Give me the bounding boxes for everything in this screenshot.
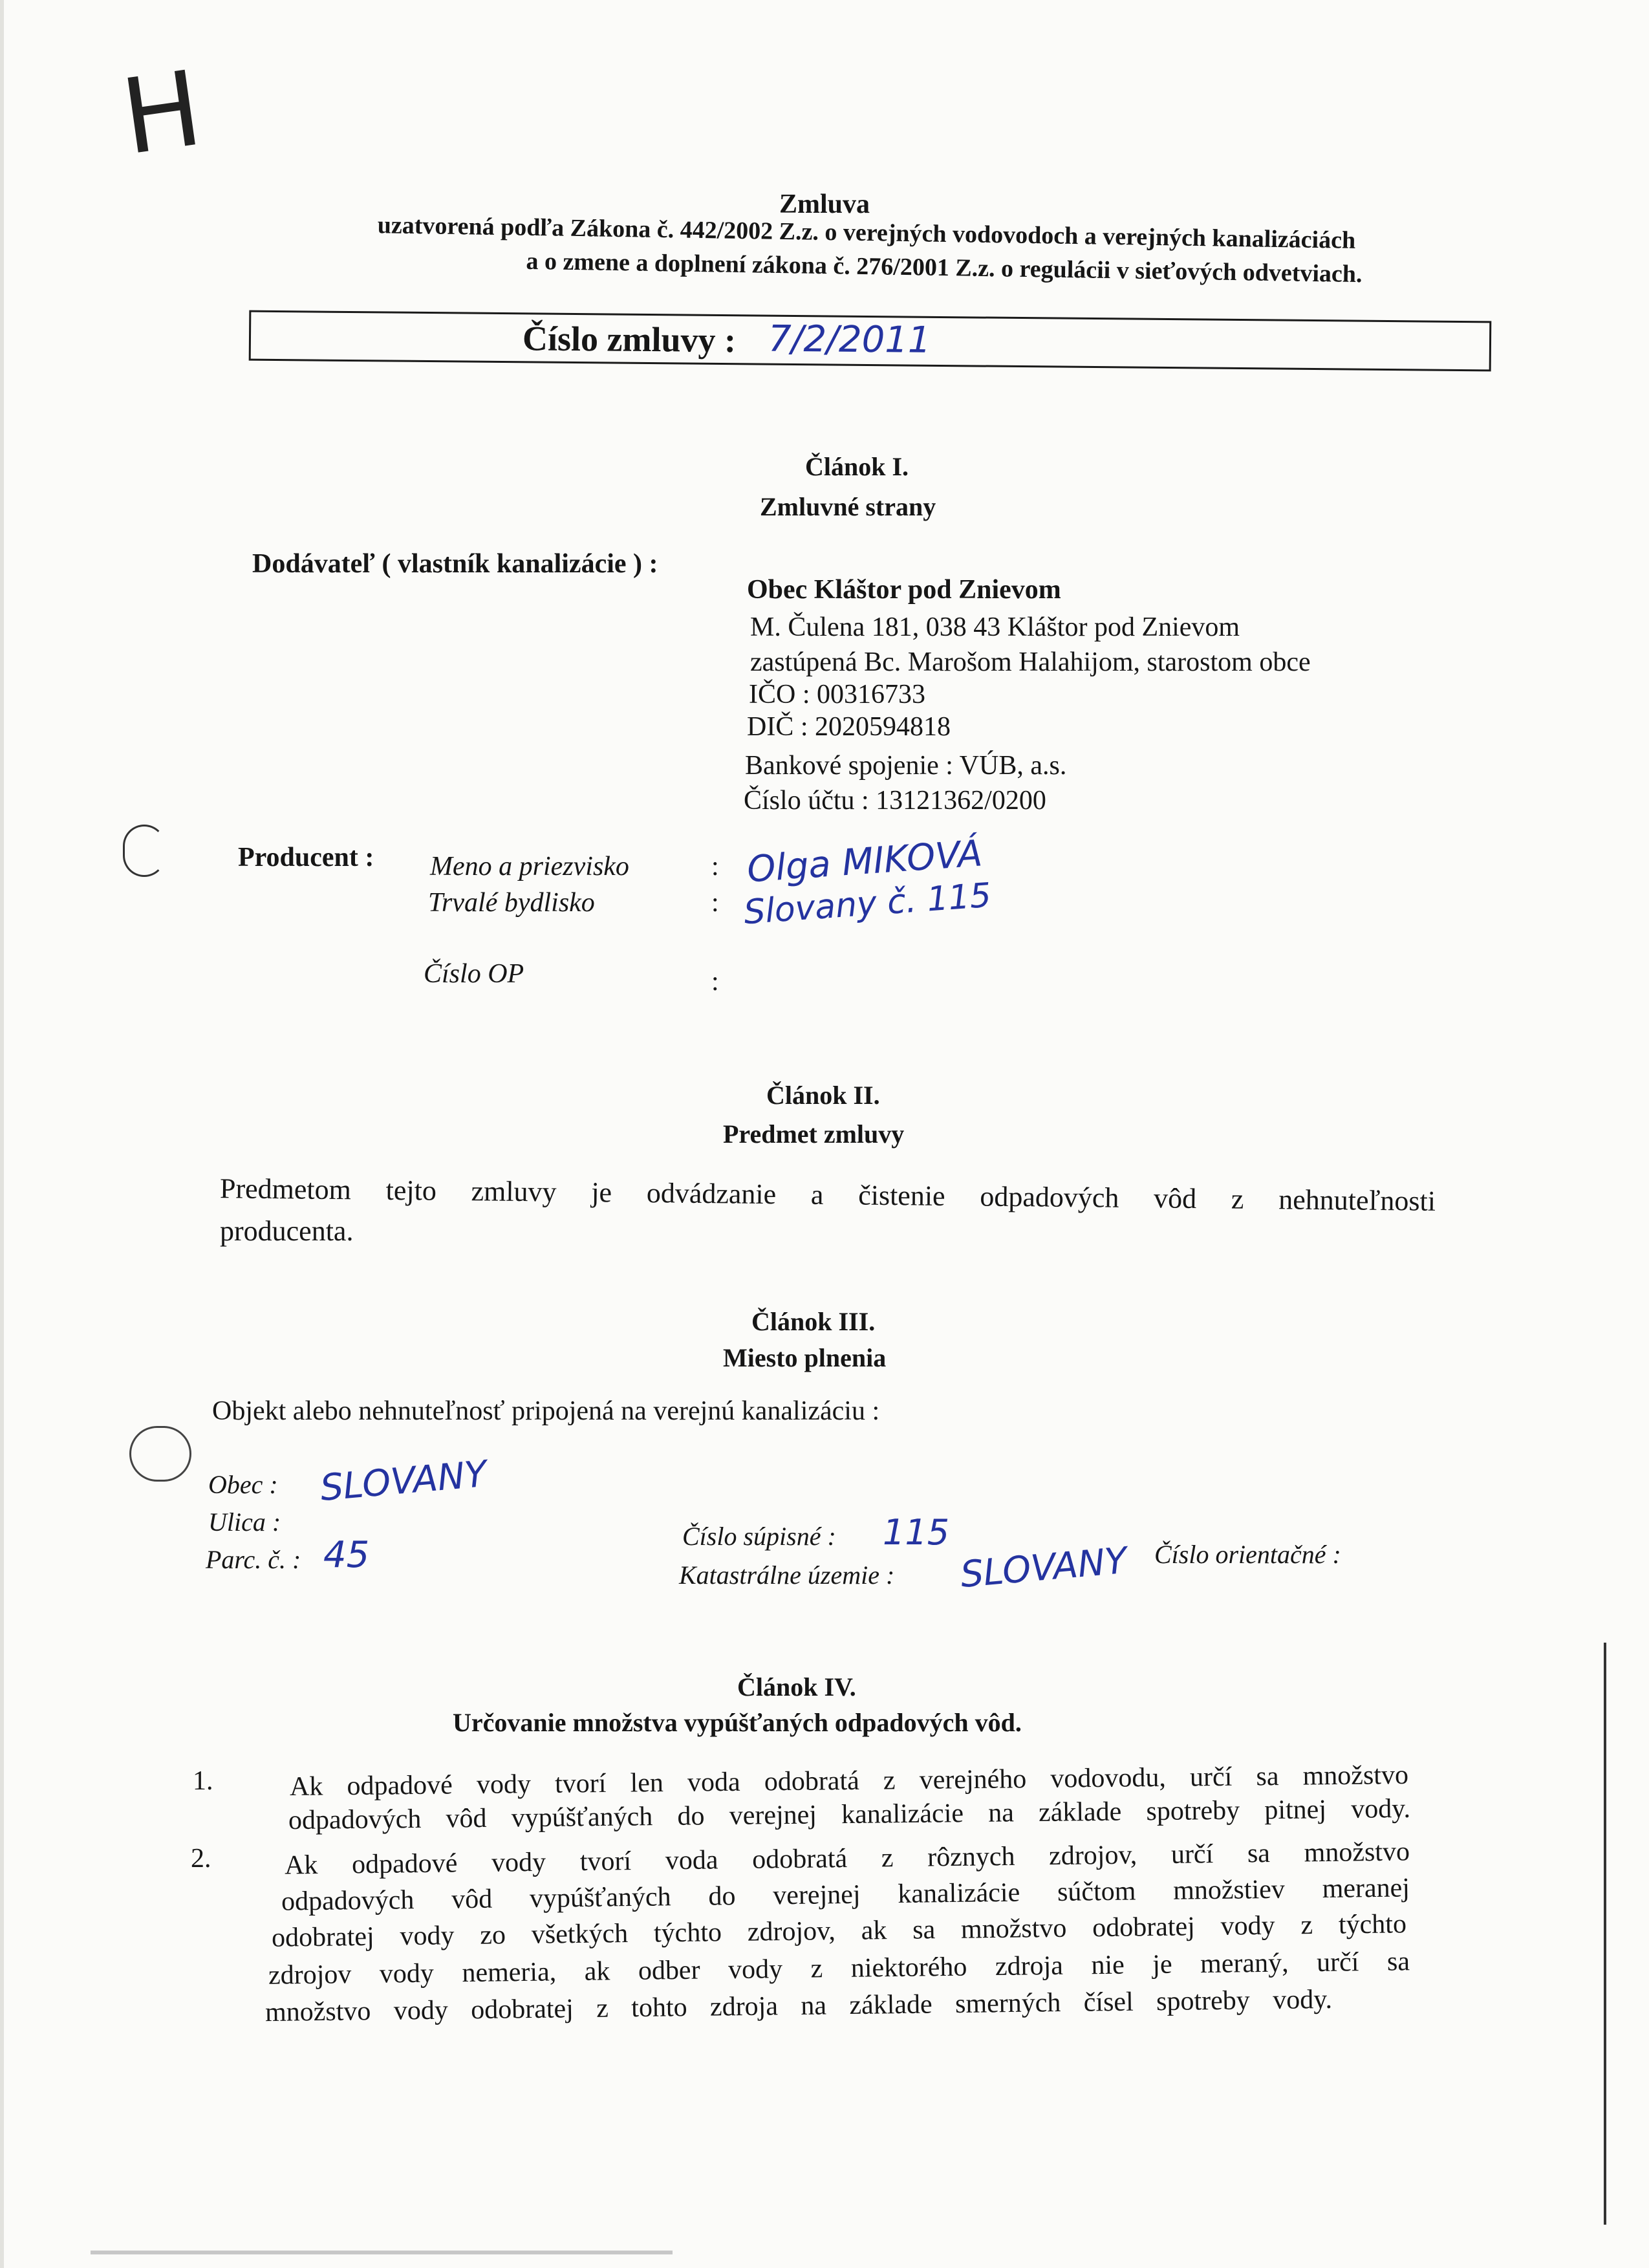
orient-label: Číslo orientačné : (1154, 1540, 1341, 1569)
document-title: Zmluva (779, 189, 870, 219)
item-2-line-5: množstvo vody odobratej z tohto zdroja na základe smerných čísel spotreby vody. (264, 1984, 1333, 2028)
producer-residence-value: Slovany č. 115 (742, 876, 993, 933)
contract-number-box (249, 310, 1492, 372)
producer-label: Producent : (238, 843, 374, 872)
supplier-address: M. Čulena 181, 038 43 Kláštor pod Znievom (750, 612, 1240, 642)
article1-title: Zmluvné strany (760, 492, 936, 521)
article1-heading: Článok I. (805, 452, 909, 481)
supplier-label: Dodávateľ ( vlastník kanalizácie ) : (252, 549, 658, 579)
punch-hole-bottom (129, 1426, 191, 1482)
article4-title: Určovanie množstva vypúšťaných odpadových vôd. (453, 1708, 1022, 1737)
parc-label: Parc. č. : (206, 1545, 301, 1574)
article2-heading: Článok II. (766, 1081, 880, 1110)
obec-value: SLOVANY (318, 1453, 489, 1510)
supplier-representative: zastúpená Bc. Marošom Halahijom, starostom obce (750, 647, 1311, 677)
supplier-account: Číslo účtu : 13121362/0200 (744, 786, 1046, 815)
producer-op-colon: : (711, 967, 719, 997)
producer-residence-colon: : (711, 888, 719, 918)
producer-name-label: Meno a priezvisko (430, 852, 629, 881)
punch-hole-top (123, 825, 166, 877)
ulica-label: Ulica : (208, 1507, 281, 1537)
article3-title: Miesto plnenia (723, 1343, 887, 1372)
producer-op-label: Číslo OP (424, 959, 524, 989)
katastr-value: SLOVANY (958, 1539, 1129, 1597)
corner-handwritten-mark: H (114, 47, 209, 178)
right-border-line (1604, 1643, 1606, 2225)
contract-number-label: Číslo zmluvy : (522, 319, 737, 360)
item-1-number: 1. (193, 1766, 213, 1796)
katastr-label: Katastrálne územie : (679, 1561, 895, 1590)
supplier-bank: Bankové spojenie : VÚB, a.s. (745, 751, 1067, 781)
producer-name-colon: : (711, 852, 719, 881)
producer-residence-label: Trvalé bydlisko (428, 888, 595, 918)
supplier-ico: IČO : 00316733 (749, 680, 925, 709)
supplier-dic: DIČ : 2020594818 (747, 712, 951, 742)
supplier-name: Obec Kláštor pod Znievom (747, 575, 1061, 605)
article2-text-line2: producenta. (220, 1215, 354, 1247)
item-1-line-1: Ak odpadové vody tvorí len voda odobratá z verejného vodovodu, určí sa množstvo (289, 1760, 1409, 1802)
left-border-shadow (0, 0, 4, 2268)
article2-text-line1: Predmetom tejto zmluvy je odvádzanie a čistenie odpadových vôd z nehnuteľnosti (219, 1172, 1436, 1217)
item-2-line-4: zdrojov vody nemeria, ak odber vody z niektorého zdroja nie je meraný, určí sa (268, 1947, 1410, 1991)
item-2-line-1: Ak odpadové vody tvorí voda odobratá z rôznych zdrojov, určí sa množstvo (284, 1837, 1410, 1881)
document-subtitle-line2: a o zmene a doplnení zákona č. 276/2001 Z.z. o regulácii v sieťových odvetviach. (526, 247, 1363, 288)
bottom-scan-strip (91, 2251, 673, 2254)
item-2-line-2: odpadových vôd vypúšťaných do verejnej kanalizácie súčtom množstiev meranej (281, 1873, 1410, 1917)
supisne-value: 115 (883, 1512, 950, 1553)
article2-title: Predmet zmluvy (723, 1119, 905, 1149)
article4-heading: Článok IV. (737, 1672, 856, 1701)
article3-object-text: Objekt alebo nehnuteľnosť pripojená na verejnú kanalizáciu : (212, 1396, 880, 1426)
obec-label: Obec : (208, 1470, 278, 1499)
item-1-line-2: odpadových vôd vypúšťaných do verejnej kanalizácie na základe spotreby pitnej vody. (288, 1793, 1411, 1836)
parc-value: 45 (323, 1534, 370, 1576)
producer-name-value: Olga MIKOVÁ (746, 832, 984, 891)
supisne-label: Číslo súpisné : (682, 1522, 836, 1551)
document-subtitle-line1: uzatvorená podľa Zákona č. 442/2002 Z.z. o verejných vodovodoch a verejných kanalizáciách (377, 211, 1356, 254)
item-2-line-3: odobratej vody zo všetkých týchto zdrojov, ak sa množstvo odobratej vody z týchto (271, 1909, 1407, 1953)
contract-number-value: 7/2/2011 (768, 318, 931, 362)
article3-heading: Článok III. (751, 1307, 876, 1336)
item-2-number: 2. (191, 1844, 211, 1874)
